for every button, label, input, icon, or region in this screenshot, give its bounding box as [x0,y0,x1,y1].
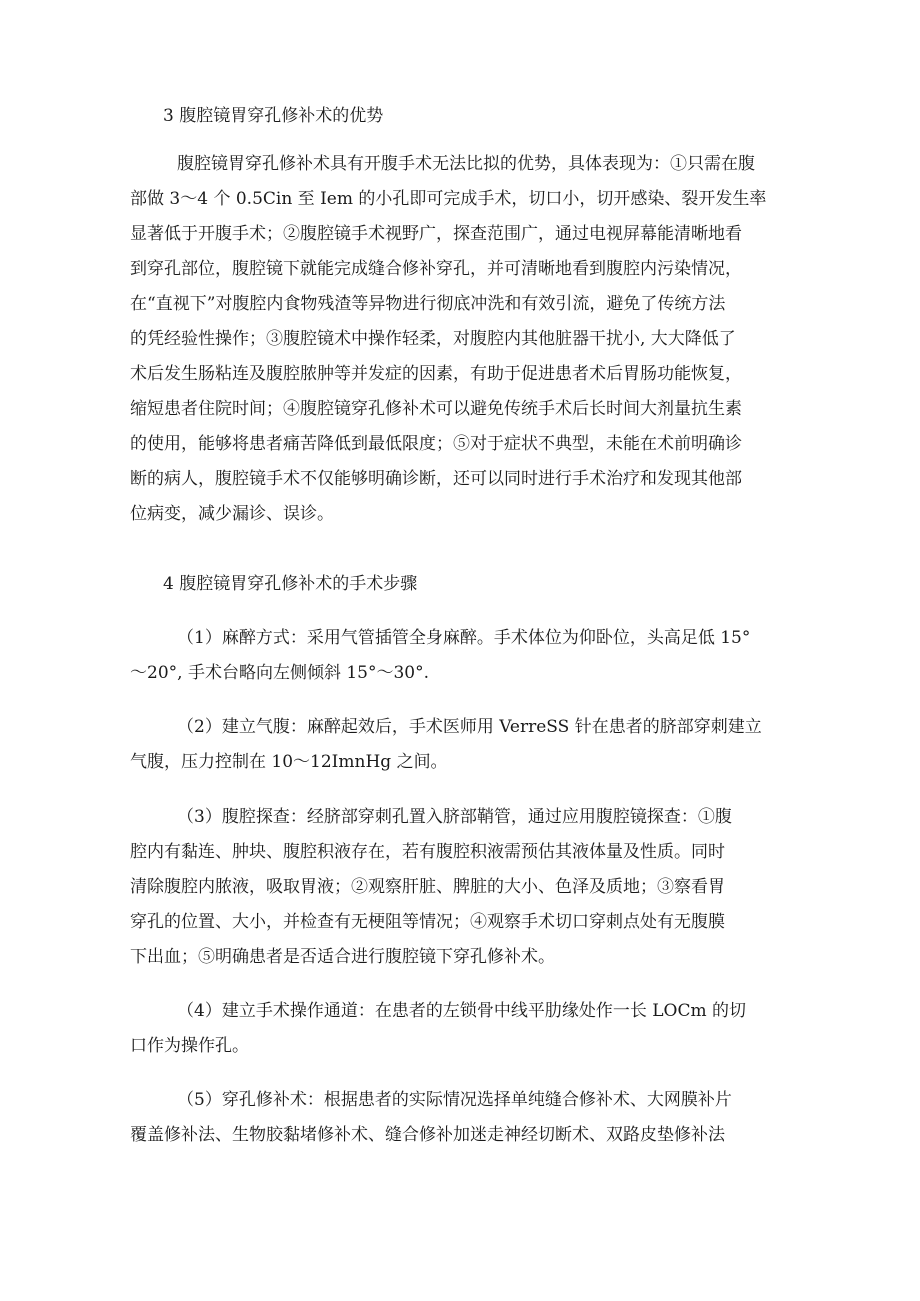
paragraph-line: ～20°, 手术台略向左侧倾斜 15°～30°. [130,663,430,683]
paragraph-line: 显著低于开腹手术；②腹腔镜手术视野广，探查范围广，通过电视屏幕能清晰地看 [130,224,742,244]
section-3-paragraph [130,147,810,532]
step-4-paragraph [130,994,810,1064]
paragraph-line: 在“直视下”对腹腔内食物残渣等异物进行彻底冲洗和有效引流，避免了传统方法 [130,294,726,314]
step-2-paragraph [130,710,810,780]
paragraph-line: 术后发生肠粘连及腹腔脓肿等并发症的因素，有助于促进患者术后胃肠功能恢复， [130,364,742,384]
paragraph-line: 的使用，能够将患者痛苦降低到最低限度；⑤对于症状不典型，未能在术前明确诊 [130,434,742,454]
paragraph-line: （1）麻醉方式：采用气管插管全身麻醉。手术体位为仰卧位，头高足低 15° [177,628,751,648]
paragraph-line: 口作为操作孔。 [130,1036,249,1056]
paragraph-line: （4）建立手术操作通道：在患者的左锁骨中线平肋缘处作一长 LOCm 的切 [177,1001,746,1021]
paragraph-line: 位病变，减少漏诊、误诊。 [130,504,334,524]
paragraph-line: 断的病人，腹腔镜手术不仅能够明确诊断，还可以同时进行手术治疗和发现其他部 [130,469,742,489]
paragraph-line: 的凭经验性操作；③腹腔镜术中操作轻柔，对腹腔内其他脏器干扰小, 大大降低了 [130,329,736,349]
paragraph-line: 腹腔镜胃穿孔修补术具有开腹手术无法比拟的优势，具体表现为：①只需在腹 [177,154,755,174]
section-3-heading: 3 腹腔镜胃穿孔修补术的优势 [163,106,384,126]
paragraph-line: 部做 3～4 个 0.5Cin 至 Iem 的小孔即可完成手术，切口小，切开感染、裂开发生率 [130,189,767,209]
paragraph-line: 缩短患者住院时间；④腹腔镜穿孔修补术可以避免传统手术后长时间大剂量抗生素 [130,399,742,419]
step-1-paragraph [130,621,810,691]
paragraph-line: 穿孔的位置、大小，并检查有无梗阻等情况；④观察手术切口穿刺点处有无腹膜 [130,912,725,932]
paragraph-line: 覆盖修补法、生物胶黏堵修补术、缝合修补加迷走神经切断术、双路皮垫修补法 [130,1125,725,1145]
paragraph-line: （2）建立气腹：麻醉起效后，手术医师用 VerreSS 针在患者的脐部穿刺建立 [177,717,762,737]
paragraph-line: 到穿孔部位，腹腔镜下就能完成缝合修补穿孔，并可清晰地看到腹腔内污染情况， [130,259,742,279]
paragraph-line: 腔内有黏连、肿块、腹腔积液存在，若有腹腔积液需预估其液体量及性质。同时 [130,842,725,862]
step-3-paragraph [130,800,810,975]
paragraph-line: （3）腹腔探查：经脐部穿刺孔置入脐部鞘管，通过应用腹腔镜探查：①腹 [177,807,732,827]
paragraph-line: 气腹，压力控制在 10～12ImnHg 之间。 [130,752,448,772]
step-5-paragraph [130,1083,810,1153]
section-4-heading: 4 腹腔镜胃穿孔修补术的手术步骤 [163,574,418,594]
paragraph-line: 清除腹腔内脓液，吸取胃液；②观察肝脏、脾脏的大小、色泽及质地；③察看胃 [130,877,725,897]
paragraph-line: （5）穿孔修补术：根据患者的实际情况选择单纯缝合修补术、大网膜补片 [177,1090,732,1110]
paragraph-line: 下出血；⑤明确患者是否适合进行腹腔镜下穿孔修补术。 [130,947,555,967]
